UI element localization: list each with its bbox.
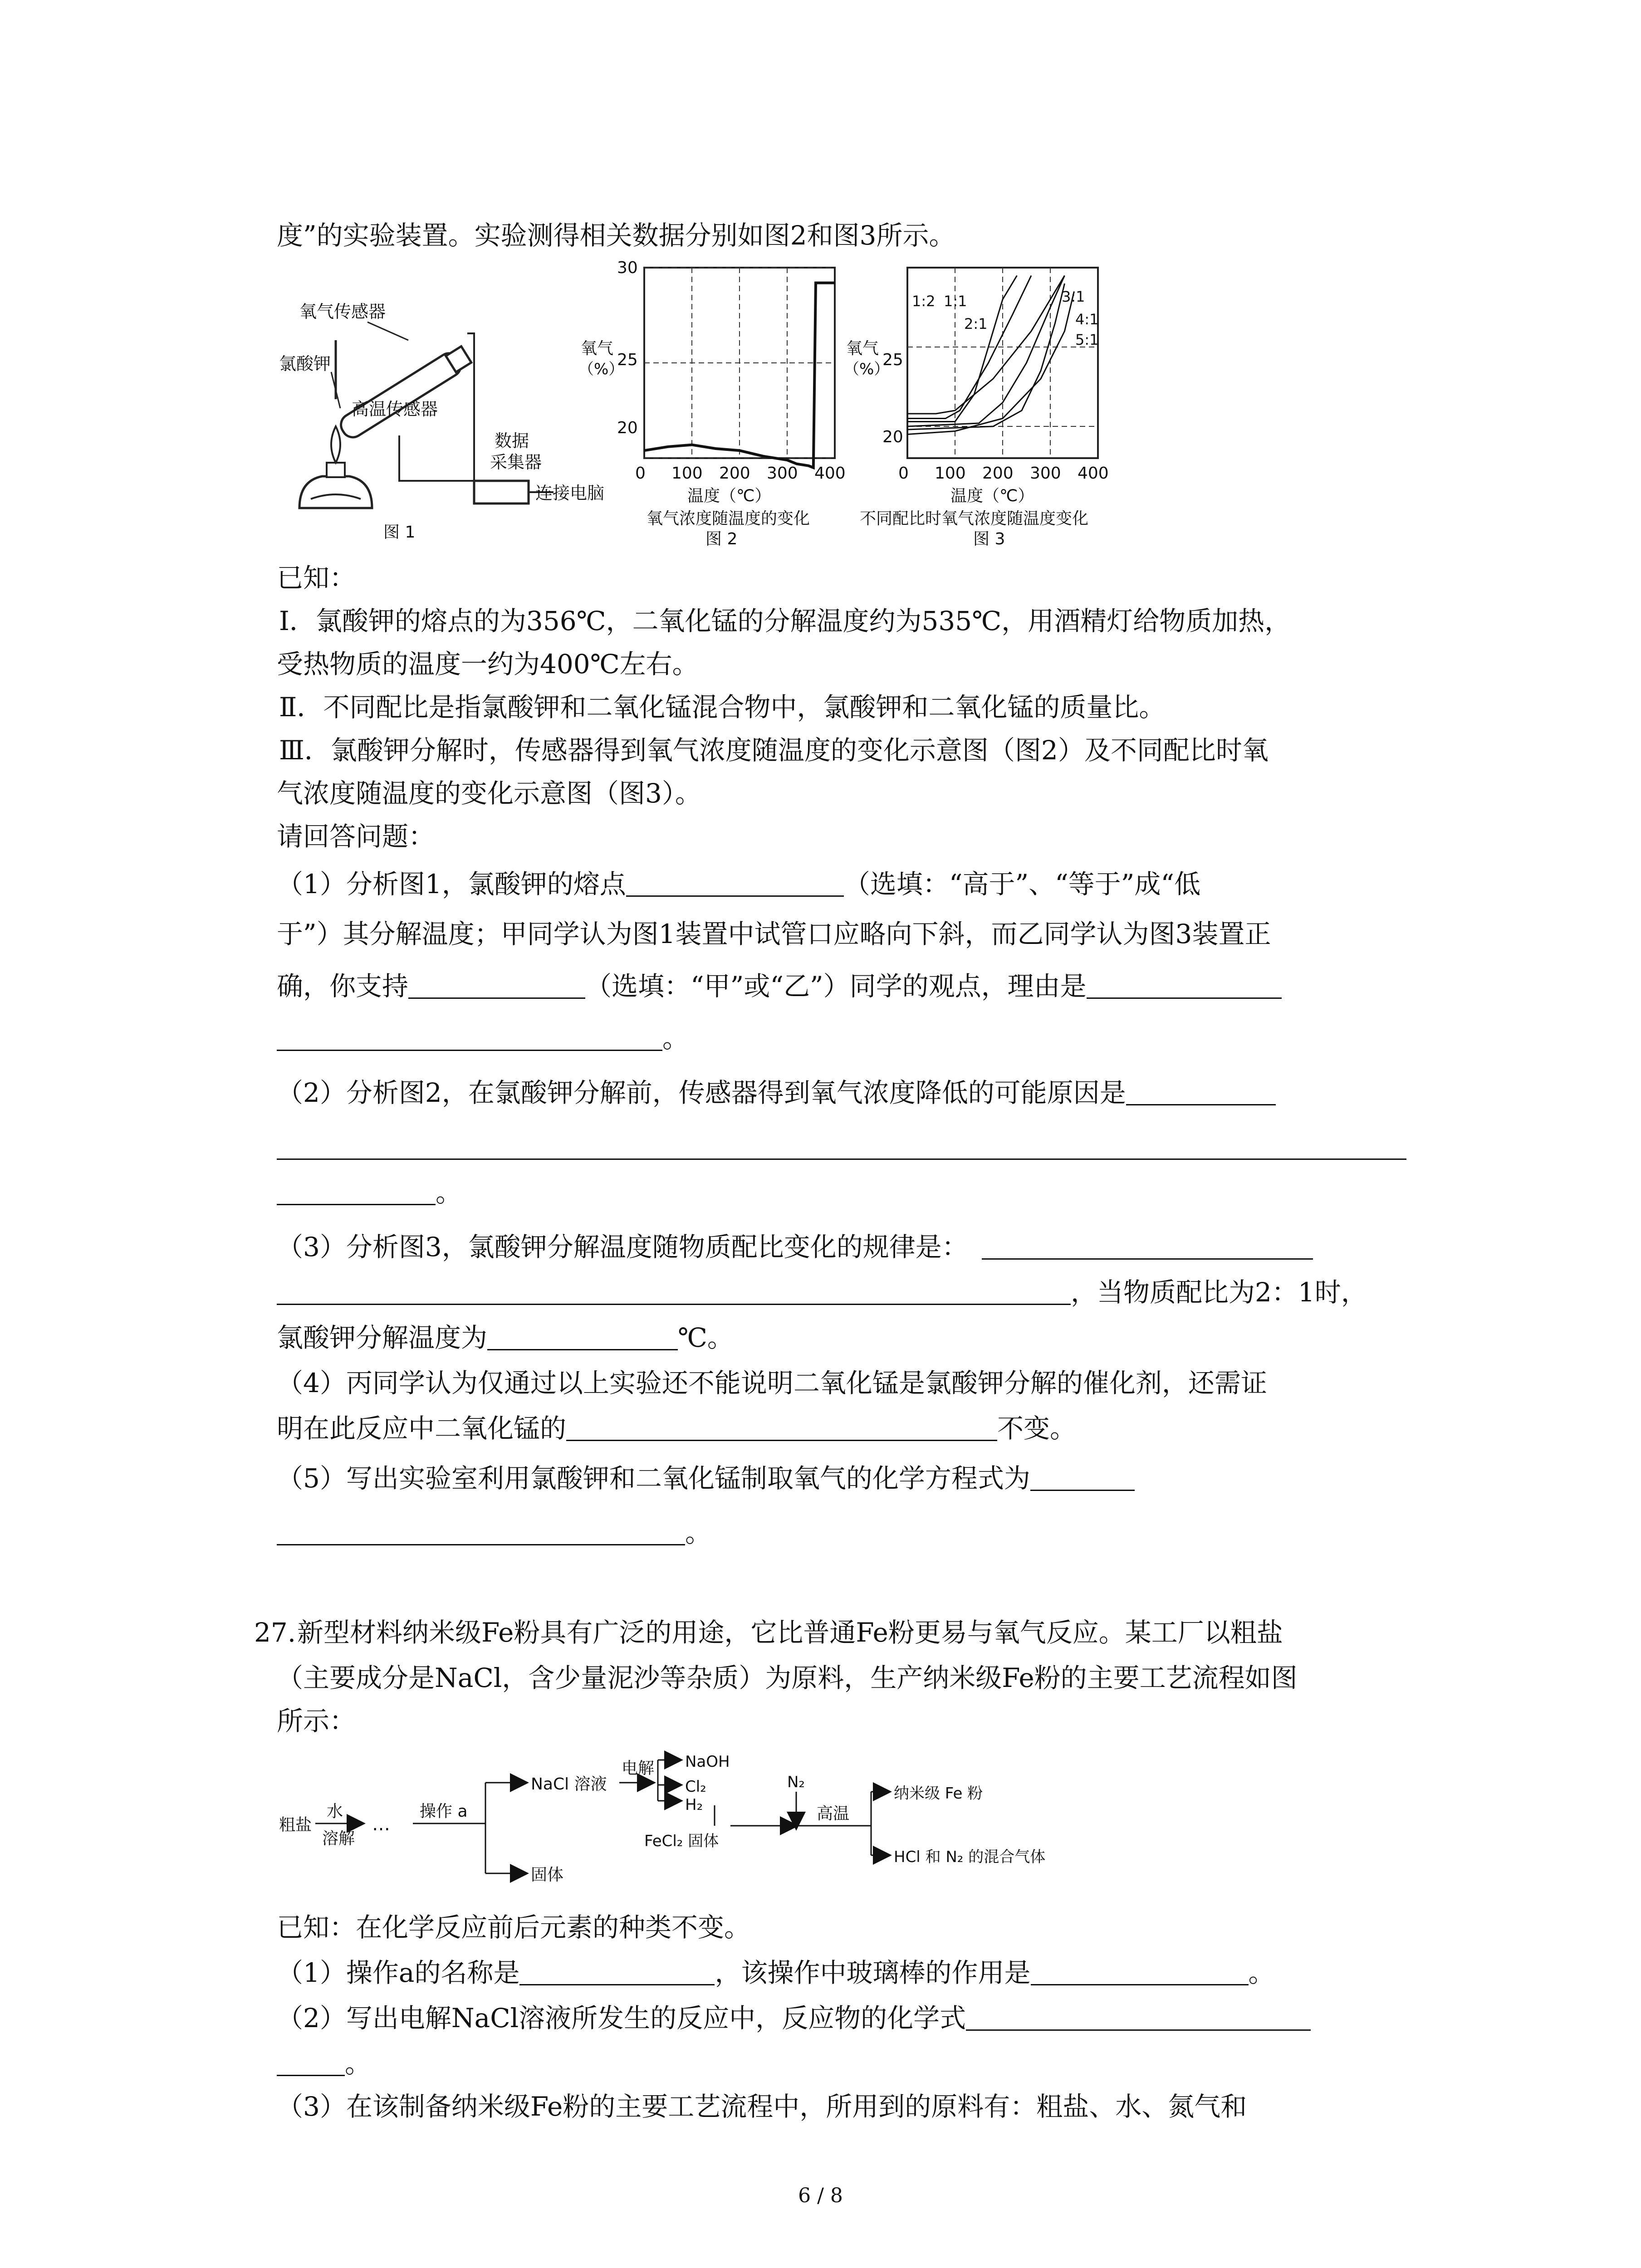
flow-electrolysis: 电解	[622, 1759, 655, 1778]
q3-text-a: （3）分析图3，氯酸钾分解温度随物质配比变化的规律是：	[277, 1232, 968, 1262]
q1-line-4	[277, 1023, 689, 1054]
q1-text-d: 确，你支持	[277, 971, 409, 1002]
fig3-ratio-4-1: 4:1	[1075, 311, 1099, 328]
q3-line-1	[277, 1234, 1313, 1260]
fig2-ytick-30: 30	[617, 259, 638, 277]
p27-q1-text-b: ，该操作中玻璃棒的作用是	[715, 1957, 1031, 1988]
flow-high-temp: 高温	[817, 1804, 850, 1823]
flow-product-gas: HCl 和 N₂ 的混合气体	[894, 1848, 1046, 1866]
fig3-xlabel: 温度（℃）	[950, 487, 1034, 505]
q1-blank-4[interactable]	[277, 1026, 662, 1051]
q5-line-1	[277, 1463, 1135, 1494]
q3-text-d: ℃。	[678, 1322, 734, 1353]
q5-text-end: 。	[685, 1517, 712, 1548]
flow-dots: …	[372, 1814, 390, 1835]
q1-blank-3[interactable]	[1087, 974, 1282, 999]
flow-h2: H₂	[685, 1796, 703, 1814]
flow-product-fe: 纳米级 Fe 粉	[894, 1784, 983, 1803]
fig1-label-data: 数据	[495, 431, 529, 451]
q3-blank-1[interactable]	[982, 1235, 1313, 1260]
fig3-ylabel-2: （%）	[844, 360, 890, 378]
known-heading: 已知：	[277, 562, 356, 593]
q2-line-2	[277, 1134, 1406, 1160]
figure-3-chart	[839, 254, 1157, 553]
q3-text-c: 氯酸钾分解温度为	[277, 1322, 488, 1353]
p27-q2-blank-1[interactable]	[966, 2006, 1311, 2031]
q2-text-end: 。	[436, 1177, 462, 1208]
fig3-xtick-400: 400	[1078, 464, 1109, 483]
q1-blank-1[interactable]	[626, 872, 844, 897]
q2-line-3	[277, 1179, 462, 1206]
q4-line-1: （4）丙同学认为仅通过以上实验还不能说明二氧化锰是氯酸钾分解的催化剂，还需证	[277, 1368, 1267, 1398]
q1-text-e: （选填：“甲”或“乙”）同学的观点，理由是	[585, 971, 1087, 1002]
flow-nacl-solution: NaCl 溶液	[531, 1775, 607, 1794]
q1-text-b: （选填：“高于”、“等于”成“低	[843, 869, 1201, 899]
p27-q1-line	[277, 1957, 1275, 1988]
fig1-caption: 图 1	[383, 523, 416, 542]
p27-known: 已知：在化学反应前后元素的种类不变。	[277, 1912, 751, 1943]
flow-fecl2: FeCl₂ 固体	[644, 1832, 719, 1850]
p27-line-c: 所示：	[277, 1706, 356, 1736]
p27-line-b: （主要成分是NaCl，含少量泥沙等杂质）为原料，生产纳米级Fe粉的主要工艺流程如图	[277, 1662, 1298, 1693]
p27-line-a: 新型材料纳米级Fe粉具有广泛的用途，它比普通Fe粉更易与氧气反应。某工厂以粗盐	[297, 1617, 1283, 1648]
flow-naoh: NaOH	[685, 1753, 730, 1771]
alcohol-lamp	[299, 426, 372, 508]
fig2-ylabel-1: 氧气	[581, 339, 614, 358]
fig2-ytick-25: 25	[617, 351, 638, 369]
fig2-title: 氧气浓度随温度的变化	[647, 509, 810, 528]
fig3-xtick-200: 200	[982, 464, 1014, 483]
q2-blank-2[interactable]	[277, 1135, 1406, 1160]
fig1-label-oxygen-sensor: 氧气传感器	[299, 302, 386, 322]
fig2-ylabel-2: （%）	[578, 360, 624, 378]
fig3-ytick-25: 25	[882, 351, 903, 369]
p27-number: 27.	[254, 1617, 296, 1648]
q2-blank-3[interactable]	[277, 1180, 436, 1205]
q1-text-f: 。	[662, 1023, 689, 1054]
p27-q1-blank-1[interactable]	[519, 1960, 715, 1985]
fig2-series-line	[644, 283, 835, 468]
fig3-ratio-2-1: 2:1	[964, 315, 988, 332]
q2-line-1	[277, 1077, 1276, 1108]
known-item-1a: Ⅰ．氯酸钾的熔点的为356℃，二氧化锰的分解温度约为535℃，用酒精灯给物质加热，	[279, 606, 1291, 636]
known-item-1b: 受热物质的温度一约为400℃左右。	[277, 649, 699, 679]
answer-prompt: 请回答问题：	[277, 821, 435, 852]
q2-text-a: （2）分析图2，在氯酸钾分解前，传感器得到氧气浓度降低的可能原因是	[277, 1077, 1126, 1108]
q1-line-1	[277, 871, 1200, 897]
fig3-ratio-3-1: 3:1	[1062, 288, 1085, 305]
fig2-gridlines	[644, 268, 835, 458]
flow-water: 水	[327, 1802, 343, 1821]
q4-text-b: 明在此反应中二氧化锰的	[277, 1413, 567, 1444]
flow-solid: 固体	[531, 1866, 564, 1884]
q3-blank-2[interactable]	[277, 1280, 1071, 1305]
fig2-xticks	[635, 464, 846, 483]
fig3-ratio-5-1: 5:1	[1075, 331, 1099, 348]
q5-text-a: （5）写出实验室利用氯酸钾和二氧化锰制取氧气的化学方程式为	[277, 1463, 1030, 1494]
fig3-ytick-20: 20	[882, 428, 903, 446]
q1-text-a: （1）分析图1，氯酸钾的熔点	[277, 869, 626, 899]
q5-blank-2[interactable]	[277, 1520, 685, 1545]
q3-blank-3[interactable]	[487, 1325, 678, 1350]
q5-blank-1[interactable]	[1030, 1466, 1135, 1491]
known-item-3b: 气浓度随温度的变化示意图（图3）。	[277, 778, 701, 809]
fig3-title: 不同配比时氧气浓度随温度变化	[860, 509, 1089, 528]
fig3-ratio-1-1: 1:1	[944, 293, 967, 310]
fig2-xtick-400: 400	[814, 464, 846, 483]
p27-q2-line-1	[277, 2005, 1311, 2031]
intro-text: 度”的实验装置。实验测得相关数据分别如图2和图3所示。	[277, 220, 955, 251]
page-number: 6 / 8	[798, 2184, 843, 2207]
fig2-xlabel: 温度（℃）	[687, 487, 771, 505]
flow-operation-a: 操作 a	[420, 1802, 468, 1821]
p27-q2-text-a: （2）写出电解NaCl溶液所发生的反应中，反应物的化学式	[277, 2003, 966, 2033]
fig1-label-collector: 采集器	[490, 452, 542, 472]
p27-q2-blank-2[interactable]	[277, 2051, 345, 2076]
fig2-caption: 图 2	[705, 530, 738, 548]
flow-cl2: Cl₂	[685, 1778, 706, 1796]
p27-q3-line: （3）在该制备纳米级Fe粉的主要工艺流程中，所用到的原料有：粗盐、水、氮气和	[277, 2091, 1247, 2122]
fig3-xticks	[898, 464, 1109, 483]
flow-raw-salt: 粗盐	[279, 1816, 312, 1834]
q5-line-2	[277, 1517, 712, 1548]
fig2-xtick-200: 200	[719, 464, 750, 483]
q3-line-2	[277, 1277, 1367, 1308]
p27-q2-line-2	[277, 2050, 371, 2077]
q3-text-b: ，当物质配比为2：1时，	[1071, 1277, 1367, 1308]
fig2-ytick-20: 20	[617, 419, 638, 437]
fig3-xtick-0: 0	[898, 464, 909, 483]
flow-dissolve: 溶解	[322, 1829, 355, 1848]
q1-line-2: 于”）其分解温度；甲同学认为图1装置中试管口应略向下斜，而乙同学认为图3装置正	[277, 919, 1271, 949]
fig2-xtick-100: 100	[671, 464, 703, 483]
fig3-xtick-100: 100	[935, 464, 966, 483]
fig2-xtick-0: 0	[635, 464, 646, 483]
p27-q1-text-a: （1）操作a的名称是	[277, 1957, 520, 1988]
fig1-label-computer: 连接电脑	[535, 483, 605, 503]
fig1-label-kclo3: 氯酸钾	[279, 354, 331, 374]
q1-line-3	[277, 971, 1282, 1002]
p27-flow-diagram	[272, 1737, 1112, 1892]
test-tube	[337, 344, 473, 441]
known-item-3a: Ⅲ．氯酸钾分解时，传感器得到氧气浓度随温度的变化示意图（图2）及不同配比时氧	[279, 735, 1269, 766]
fig3-ylabel-1: 氧气	[846, 339, 879, 358]
q1-blank-2[interactable]	[408, 974, 585, 999]
fig1-label-temp-sensor: 高温传感器	[352, 399, 438, 419]
fig3-xtick-300: 300	[1030, 464, 1061, 483]
q2-blank-1[interactable]	[1126, 1080, 1276, 1105]
q4-text-c: 不变。	[997, 1413, 1077, 1444]
known-item-2: Ⅱ．不同配比是指氯酸钾和二氧化锰混合物中，氯酸钾和二氧化锰的质量比。	[279, 692, 1166, 723]
q4-blank-1[interactable]	[566, 1416, 997, 1441]
fig3-ratio-1-2: 1:2	[912, 293, 936, 310]
flow-n2: N₂	[787, 1773, 805, 1791]
p27-q1-text-c: 。	[1248, 1957, 1275, 1988]
figure-2-chart	[572, 254, 871, 553]
fig3-caption: 图 3	[973, 530, 1005, 548]
q4-line-2	[277, 1415, 1076, 1442]
fig2-xtick-300: 300	[767, 464, 798, 483]
p27-q2-text-end: 。	[345, 2048, 372, 2079]
p27-q1-blank-2[interactable]	[1031, 1960, 1249, 1985]
q3-line-3	[277, 1322, 734, 1353]
